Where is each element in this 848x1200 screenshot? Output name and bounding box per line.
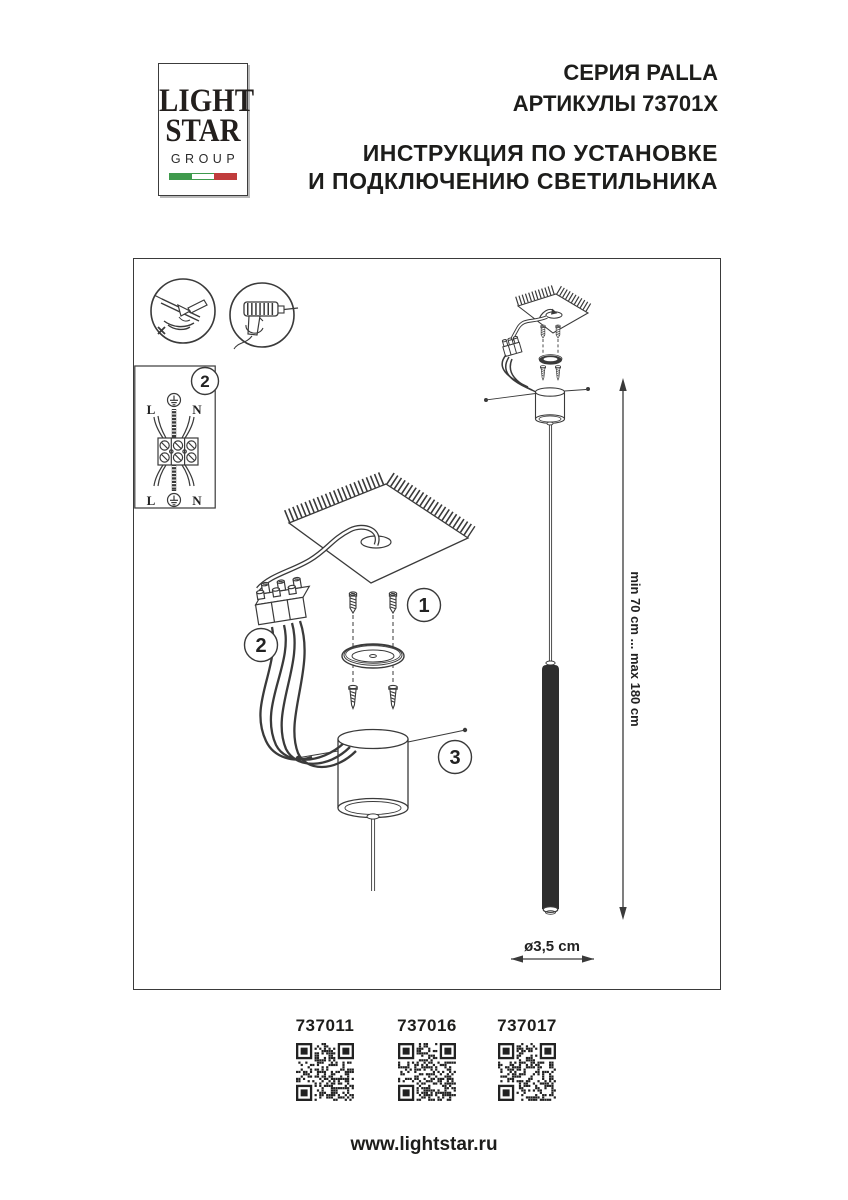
series-heading (513, 57, 718, 119)
assembled-plug-right (555, 366, 560, 380)
qr-label: 737016 (397, 1016, 457, 1035)
italian-flag-stripe (169, 173, 237, 180)
assembled-plug-left (540, 366, 545, 380)
assembled-cable-and-block (501, 317, 547, 392)
assembled-canopy (484, 387, 590, 425)
mounting-screw-left (349, 592, 356, 613)
articles-title: АРТИКУЛЫ 73701X (512, 91, 718, 116)
height-dimension (619, 378, 626, 920)
logo-line-group: GROUP (170, 152, 240, 166)
diameter-label: ø3,5 cm (524, 938, 580, 955)
ceiling-panel (286, 478, 472, 584)
logo-line-light: LIGHT (159, 83, 255, 119)
terminal-block-3d (252, 576, 314, 625)
qr-label: 737017 (497, 1016, 557, 1035)
diameter-arrow (511, 955, 594, 962)
instruction-line2: И ПОДКЛЮЧЕНИЮ СВЕТИЛЬНИКА (308, 168, 718, 194)
canopy (338, 730, 408, 892)
wall-plug-right (389, 685, 397, 708)
wire-label-n-top: N (192, 402, 202, 417)
step-2-label: 2 (255, 635, 267, 657)
mounting-ring (342, 644, 404, 668)
website-url: www.lightstar.ru (350, 1134, 498, 1155)
assembled-ceiling (517, 289, 591, 333)
step-3-label: 3 (449, 747, 461, 769)
drill-icon (230, 283, 298, 349)
instruction-heading (308, 139, 718, 195)
height-range-label: min 70 cm ... max 180 cm (628, 571, 643, 727)
logo-line-star: STAR (165, 113, 241, 149)
installation-diagram (133, 258, 721, 990)
instruction-line1: ИНСТРУКЦИЯ ПО УСТАНОВКЕ (362, 140, 718, 166)
terminal-block-front (158, 438, 198, 465)
qr-block-737017 (484, 1016, 570, 1101)
qr-code (498, 1043, 556, 1101)
qr-block-737016 (384, 1016, 470, 1101)
step-2-badge-inset-label: 2 (200, 372, 210, 391)
wire-label-l-bottom: L (146, 493, 156, 508)
qr-block-737011 (282, 1016, 368, 1101)
qr-code (296, 1043, 354, 1101)
pendant-cord (549, 425, 551, 662)
step-1-label: 1 (418, 595, 430, 617)
assembled-screw-axes (543, 339, 558, 354)
qr-label: 737011 (295, 1016, 355, 1035)
wire-stripping-icon (151, 279, 215, 343)
assembled-ring (539, 355, 562, 365)
diagram-svg (134, 259, 720, 989)
flag-green (169, 173, 192, 180)
wall-plug-left (349, 685, 357, 708)
assembled-screw-left (541, 325, 545, 338)
lightstar-logo (158, 63, 255, 196)
wire-label-l-top: L (146, 402, 156, 417)
flag-red (214, 173, 237, 180)
series-title: СЕРИЯ PALLA (563, 60, 718, 85)
flag-white (192, 173, 215, 180)
assembled-screw-right (556, 325, 560, 338)
mounting-screw-right (389, 592, 396, 613)
pendant-tube (542, 661, 559, 914)
wire-label-n-bottom: N (192, 493, 202, 508)
qr-code (398, 1043, 456, 1101)
